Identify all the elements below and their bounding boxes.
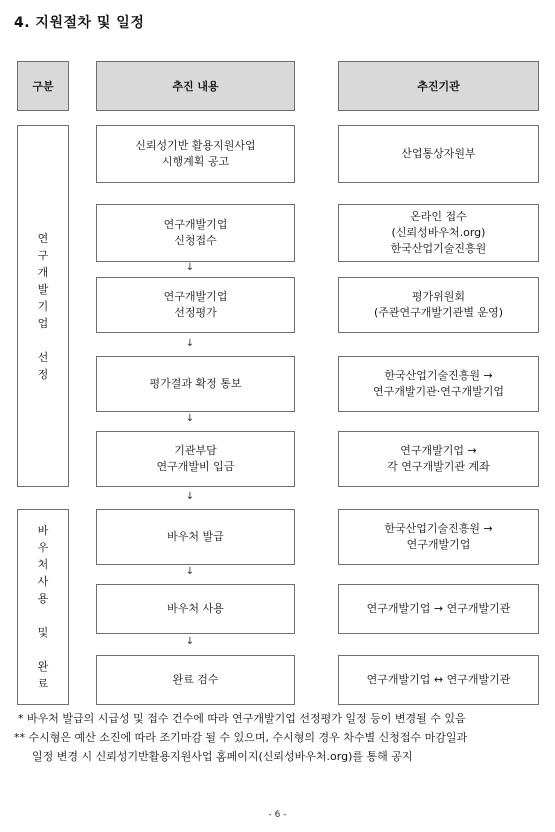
header-content-label: 추진 내용	[172, 80, 219, 93]
step-content: 평가결과 확정 통보	[96, 356, 295, 412]
section-research-selection	[17, 125, 69, 487]
section-char: 선	[37, 350, 49, 364]
section-char: 및	[37, 626, 49, 639]
step-content: 기관부담 연구개발비 입금	[96, 431, 295, 487]
flow-arrow: ↓	[185, 636, 195, 647]
page-title: 4. 지원절차 및 일정	[14, 15, 145, 31]
section-char: 발	[37, 282, 49, 296]
step-content: 바우처 발급	[96, 509, 295, 565]
section-voucher-completion	[17, 509, 69, 705]
step-content: 바우처 사용	[96, 584, 295, 634]
section-char: 구	[37, 248, 49, 262]
footnote-2: ** 수시형은 예산 소진에 따라 조기마감 될 수 있으며, 수시형의 경우 차수별 신청접수 마감일과	[14, 731, 468, 744]
flow-arrow: ↓	[185, 338, 195, 349]
header-category-label: 구분	[32, 80, 54, 93]
header-content	[96, 61, 295, 111]
step-content: 연구개발기업 선정평가	[96, 277, 295, 333]
step-content: 완료 검수	[96, 655, 295, 705]
step-agency: 평가위원회 (주관연구개발기관별 운영)	[338, 277, 539, 333]
header-agency	[338, 61, 539, 111]
flow-arrow: ↓	[185, 413, 195, 424]
flow-arrow: ↓	[185, 566, 195, 577]
header-agency-label: 추진기관	[417, 80, 460, 93]
section-char: 업	[37, 316, 49, 330]
section-char: 개	[37, 265, 49, 279]
step-agency: 한국산업기술진흥원 → 연구개발기관·연구개발기업	[338, 356, 539, 412]
step-agency: 산업통상자원부	[338, 125, 539, 183]
flow-arrow: ↓	[185, 262, 195, 273]
section-char: 바	[37, 524, 49, 537]
footnote-2-continued: 일정 변경 시 신뢰성기반활용지원사업 홈페이지(신뢰성바우처.org)를 통해 공지	[32, 750, 413, 763]
section-char: 연	[37, 231, 49, 245]
step-content: 연구개발기업 신청접수	[96, 204, 295, 262]
section-char: 처	[37, 558, 49, 571]
step-agency: 온라인 접수 (신뢰성바우처.org) 한국산업기술진흥원	[338, 204, 539, 262]
step-agency: 연구개발기업 → 각 연구개발기관 계좌	[338, 431, 539, 487]
page-number: - 6 -	[268, 810, 287, 820]
section-char: 완	[37, 660, 49, 673]
step-content: 신뢰성기반 활용지원사업 시행계획 공고	[96, 125, 295, 183]
step-agency: 연구개발기업 → 연구개발기관	[338, 584, 539, 634]
section-char: 료	[37, 677, 49, 690]
header-category	[17, 61, 69, 111]
step-agency: 연구개발기업 ↔ 연구개발기관	[338, 655, 539, 705]
section-char: 기	[37, 299, 49, 313]
section-char: 정	[37, 367, 49, 381]
section-char: 우	[37, 541, 49, 554]
section-char: 용	[37, 592, 49, 605]
footnote-1: * 바우처 발급의 시급성 및 접수 건수에 따라 연구개발기업 선정평가 일정 등이 변경될 수 있음	[18, 712, 466, 725]
step-agency: 한국산업기술진흥원 → 연구개발기업	[338, 509, 539, 565]
flow-arrow: ↓	[185, 491, 195, 502]
section-char: 사	[37, 575, 49, 588]
